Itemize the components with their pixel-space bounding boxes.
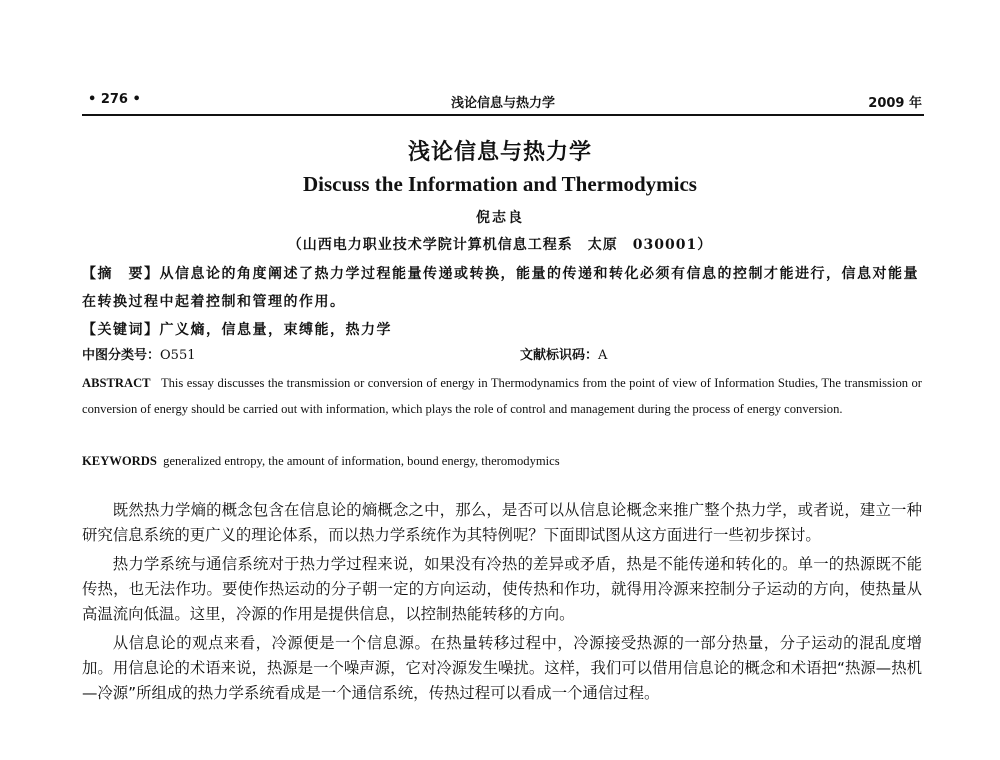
document-code: 文献标识码：A: [520, 348, 608, 363]
body-paragraph: 既然热力学熵的概念包含在信息论的熵概念之中，那么，是否可以从信息论概念来推广整个热力学，或者说，建立一种研究信息系统的更广义的理论体系，而以热力学系统作为其特例呢？下面即试图从这方面进行一些初步探讨。: [82, 501, 922, 544]
keywords-label: 【关键词】: [82, 322, 160, 338]
body-paragraph: 热力学系统与通信系统对于热力学过程来说，如果没有冷热的差异或矛盾，热是不能传递和转化的。单一的热源既不能传热，也无法作功。要使作热运动的分子朝一定的方向运动，使传热和作功，就得用冷源来控制分子运动的方向，使热量从高温流向低温。这里，冷源的作用是提供信息，以控制热能转移的方向。: [82, 555, 922, 623]
abstract-english: [82, 370, 922, 422]
keywords-chinese: [82, 316, 922, 344]
paper-title-english: Discuss the Information and Thermodymics: [303, 172, 697, 196]
abstract-en-label: ABSTRACT: [82, 376, 151, 390]
classification-line: [82, 344, 922, 368]
body-text: [82, 498, 922, 710]
keywords-english: [82, 448, 922, 474]
abstract-chinese: [82, 260, 922, 316]
abstract-en-text: This essay discusses the transmission or conversion of energy in Thermodynamics from the point of view of Information Studies, The transmission or conversion of energy should be carried out with information, which plays the role of control and management during the process of energy conversion.: [82, 376, 922, 416]
abstract-label: 【摘 要】: [82, 266, 160, 282]
body-paragraph: 从信息论的观点来看，冷源便是一个信息源。在热量转移过程中，冷源接受热源的一部分热量，分子运动的混乱度增加。用信息论的术语来说，热源是一个噪声源，它对冷源发生噪扰。这样，我们可以借用信息论的概念和术语把“热源—热机—冷源”所组成的热力学系统看成是一个通信系统，传热过程可以看成一个通信过程。: [82, 634, 922, 702]
page-number: • 276 •: [88, 92, 141, 107]
running-header: [82, 88, 924, 116]
author-affiliation: （山西电力职业技术学院计算机信息工程系 太原 030001）: [287, 237, 713, 253]
running-title: 浅论信息与热力学: [450, 96, 555, 111]
abstract-text: 从信息论的角度阐述了热力学过程能量传递或转换，能量的传递和转化必须有信息的控制才能进行，信息对能量在转换过程中起着控制和管理的作用。: [82, 266, 919, 310]
keywords-en-label: KEYWORDS: [82, 454, 157, 468]
author-name: 倪志良: [476, 210, 524, 226]
clc-number: 中图分类号：O551: [82, 348, 196, 363]
publication-year: 2009 年: [868, 96, 922, 111]
paper-title-chinese: 浅论信息与热力学: [407, 140, 592, 165]
keywords-text: 广义熵，信息量，束缚能，热力学: [159, 322, 392, 338]
keywords-en-text: generalized entropy, the amount of information, bound energy, theromodymics: [163, 454, 560, 468]
